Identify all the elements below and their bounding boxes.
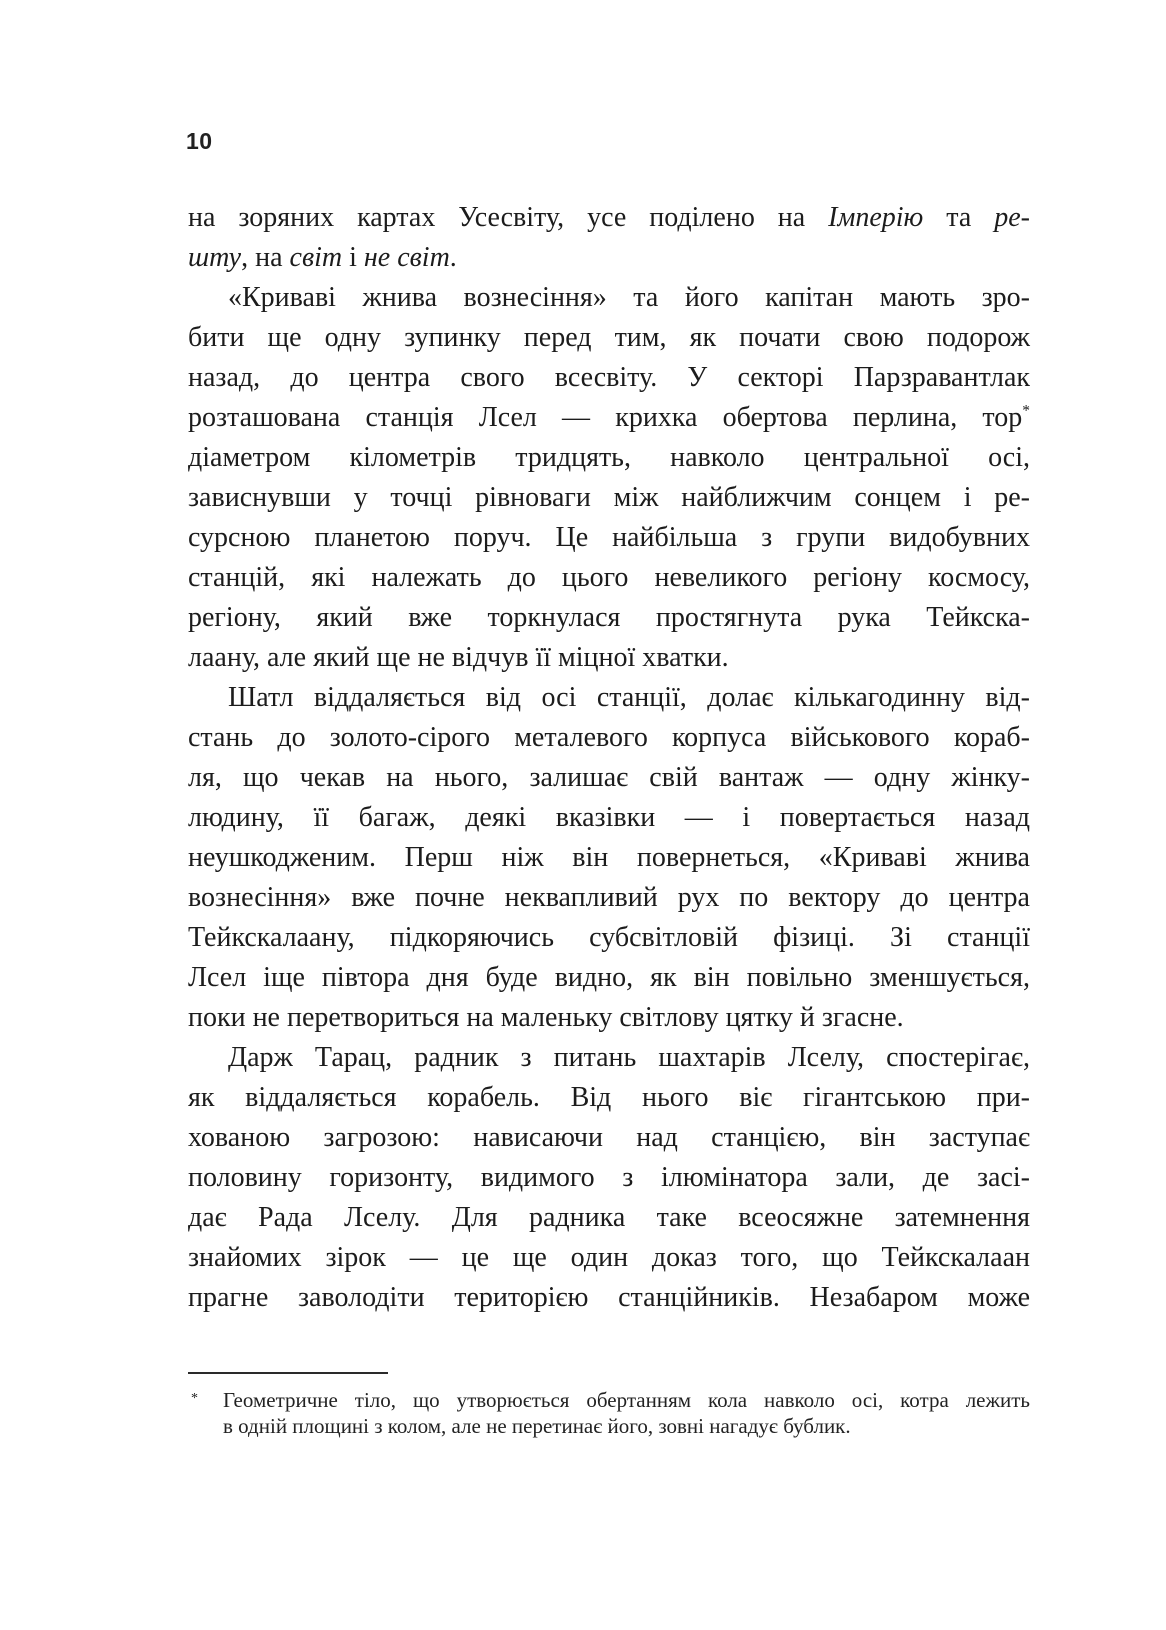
footnote-body: [223, 1387, 1030, 1439]
text-line: [188, 598, 1030, 638]
italic-text: шту: [188, 242, 242, 273]
text-segment: , на: [241, 242, 290, 273]
italic-text: не світ: [363, 242, 450, 273]
paragraph: [188, 198, 1030, 278]
body-text: [188, 198, 1030, 1318]
text-line: [188, 358, 1030, 398]
paragraph: [188, 678, 1030, 1038]
text-segment: лаану, але який ще не відчув її міцної хватки.: [188, 642, 729, 673]
text-segment: станцій, які належать до цього невеликого регіону космосу,: [188, 562, 1030, 593]
text-line: [188, 718, 1030, 758]
text-segment: назад, до центра свого всесвіту. У секторі Парзравантлак: [188, 362, 1030, 393]
text-line: [188, 678, 1030, 718]
text-segment: знайомих зірок — це ще один доказ того, що Тейкскалаан: [188, 1242, 1030, 1273]
text-segment: Лсел іще півтора дня буде видно, як він повільно зменшується,: [188, 962, 1030, 993]
text-line: [188, 198, 1030, 238]
text-line: [188, 1278, 1030, 1318]
text-segment: вознесіння» вже почне неквапливий рух по вектору до центра: [188, 882, 1030, 913]
text-segment: ля, що чекав на нього, залишає свій вантаж — одну жінку-: [188, 762, 1030, 793]
text-segment: .: [449, 242, 457, 273]
text-line: [188, 278, 1030, 318]
text-segment: Тейкскалаану, підкоряючись субсвітловій фізиці. Зі станції: [188, 922, 1030, 953]
text-line: [188, 798, 1030, 838]
text-line: [188, 998, 1030, 1038]
text-segment: як віддаляється корабель. Від нього віє гігантською при-: [188, 1082, 1030, 1113]
paragraph: [188, 1038, 1030, 1318]
text-line: [188, 518, 1030, 558]
text-segment: зависнувши у точці рівноваги між найближчим сонцем і ре-: [188, 482, 1030, 513]
text-segment: Шатл віддаляється від осі станції, долає кількагодинну від-: [228, 682, 1030, 713]
text-line: [188, 1238, 1030, 1278]
text-line: [188, 958, 1030, 998]
text-segment: половину горизонту, видимого з ілюмінатора зали, де засі-: [188, 1162, 1030, 1193]
footnote-divider: [188, 1372, 388, 1374]
text-segment: неушкодженим. Перш ніж він повернеться, «Криваві жнива: [188, 842, 1030, 873]
page-number: 10: [186, 128, 213, 154]
text-segment: стань до золото-сірого металевого корпуса військового кораб-: [188, 722, 1030, 753]
text-line: [188, 878, 1030, 918]
text-line: [188, 918, 1030, 958]
text-segment: та: [923, 202, 995, 233]
text-segment: регіону, який вже торкнулася простягнута рука Тейкска-: [188, 602, 1030, 633]
text-segment: дає Рада Лселу. Для радника таке всеосяжне затемнення: [188, 1202, 1030, 1233]
text-segment: людину, її багаж, деякі вказівки — і повертається назад: [188, 802, 1030, 833]
footnote-line: Геометричне тіло, що утворюється обертанням кола навколо осі, котра лежить: [223, 1388, 1030, 1412]
text-line: [188, 318, 1030, 358]
text-segment: «Криваві жнива вознесіння» та його капітан мають зро-: [228, 282, 1030, 313]
text-line: [188, 1078, 1030, 1118]
text-segment: на зоряних картах Усесвіту, усе поділено на: [188, 202, 829, 233]
text-segment: бити ще одну зупинку перед тим, як почати свою подорож: [188, 322, 1030, 353]
text-segment: і: [342, 242, 364, 273]
footnote-reference-asterisk: *: [1022, 402, 1030, 420]
text-line: [188, 478, 1030, 518]
italic-text: світ: [289, 242, 343, 273]
paragraph: [188, 278, 1030, 678]
text-line: [188, 438, 1030, 478]
text-line: [188, 1158, 1030, 1198]
text-line: [188, 1198, 1030, 1238]
text-segment: Дарж Тарац, радник з питань шахтарів Лселу, спостерігає,: [228, 1042, 1030, 1073]
text-line: [188, 838, 1030, 878]
text-line: [188, 398, 1030, 438]
italic-text: Імперію: [828, 202, 924, 233]
text-segment: прагне заволодіти територією станційників. Незабаром може: [188, 1282, 1030, 1313]
text-line: [188, 558, 1030, 598]
text-line: [188, 638, 1030, 678]
footnote-line: в одній площині з колом, але не перетинає його, зовні нагадує бублик.: [223, 1414, 851, 1438]
footnote-marker: *: [191, 1391, 198, 1406]
text-segment: хованою загрозою: нависаючи над станцією, він заступає: [188, 1122, 1030, 1153]
text-segment: розташована станція Лсел — крихка обертова перлина, тор: [188, 402, 1023, 433]
text-line: [188, 1038, 1030, 1078]
text-line: [188, 238, 1030, 278]
text-segment: діаметром кілометрів тридцять, навколо центральної осі,: [188, 442, 1030, 473]
italic-text: ре-: [994, 202, 1030, 233]
footnote: [188, 1387, 1030, 1439]
text-line: [188, 758, 1030, 798]
text-line: [188, 1118, 1030, 1158]
text-segment: поки не перетвориться на маленьку світлову цятку й згасне.: [188, 1002, 904, 1033]
text-segment: сурсною планетою поруч. Це найбільша з групи видобувних: [188, 522, 1030, 553]
